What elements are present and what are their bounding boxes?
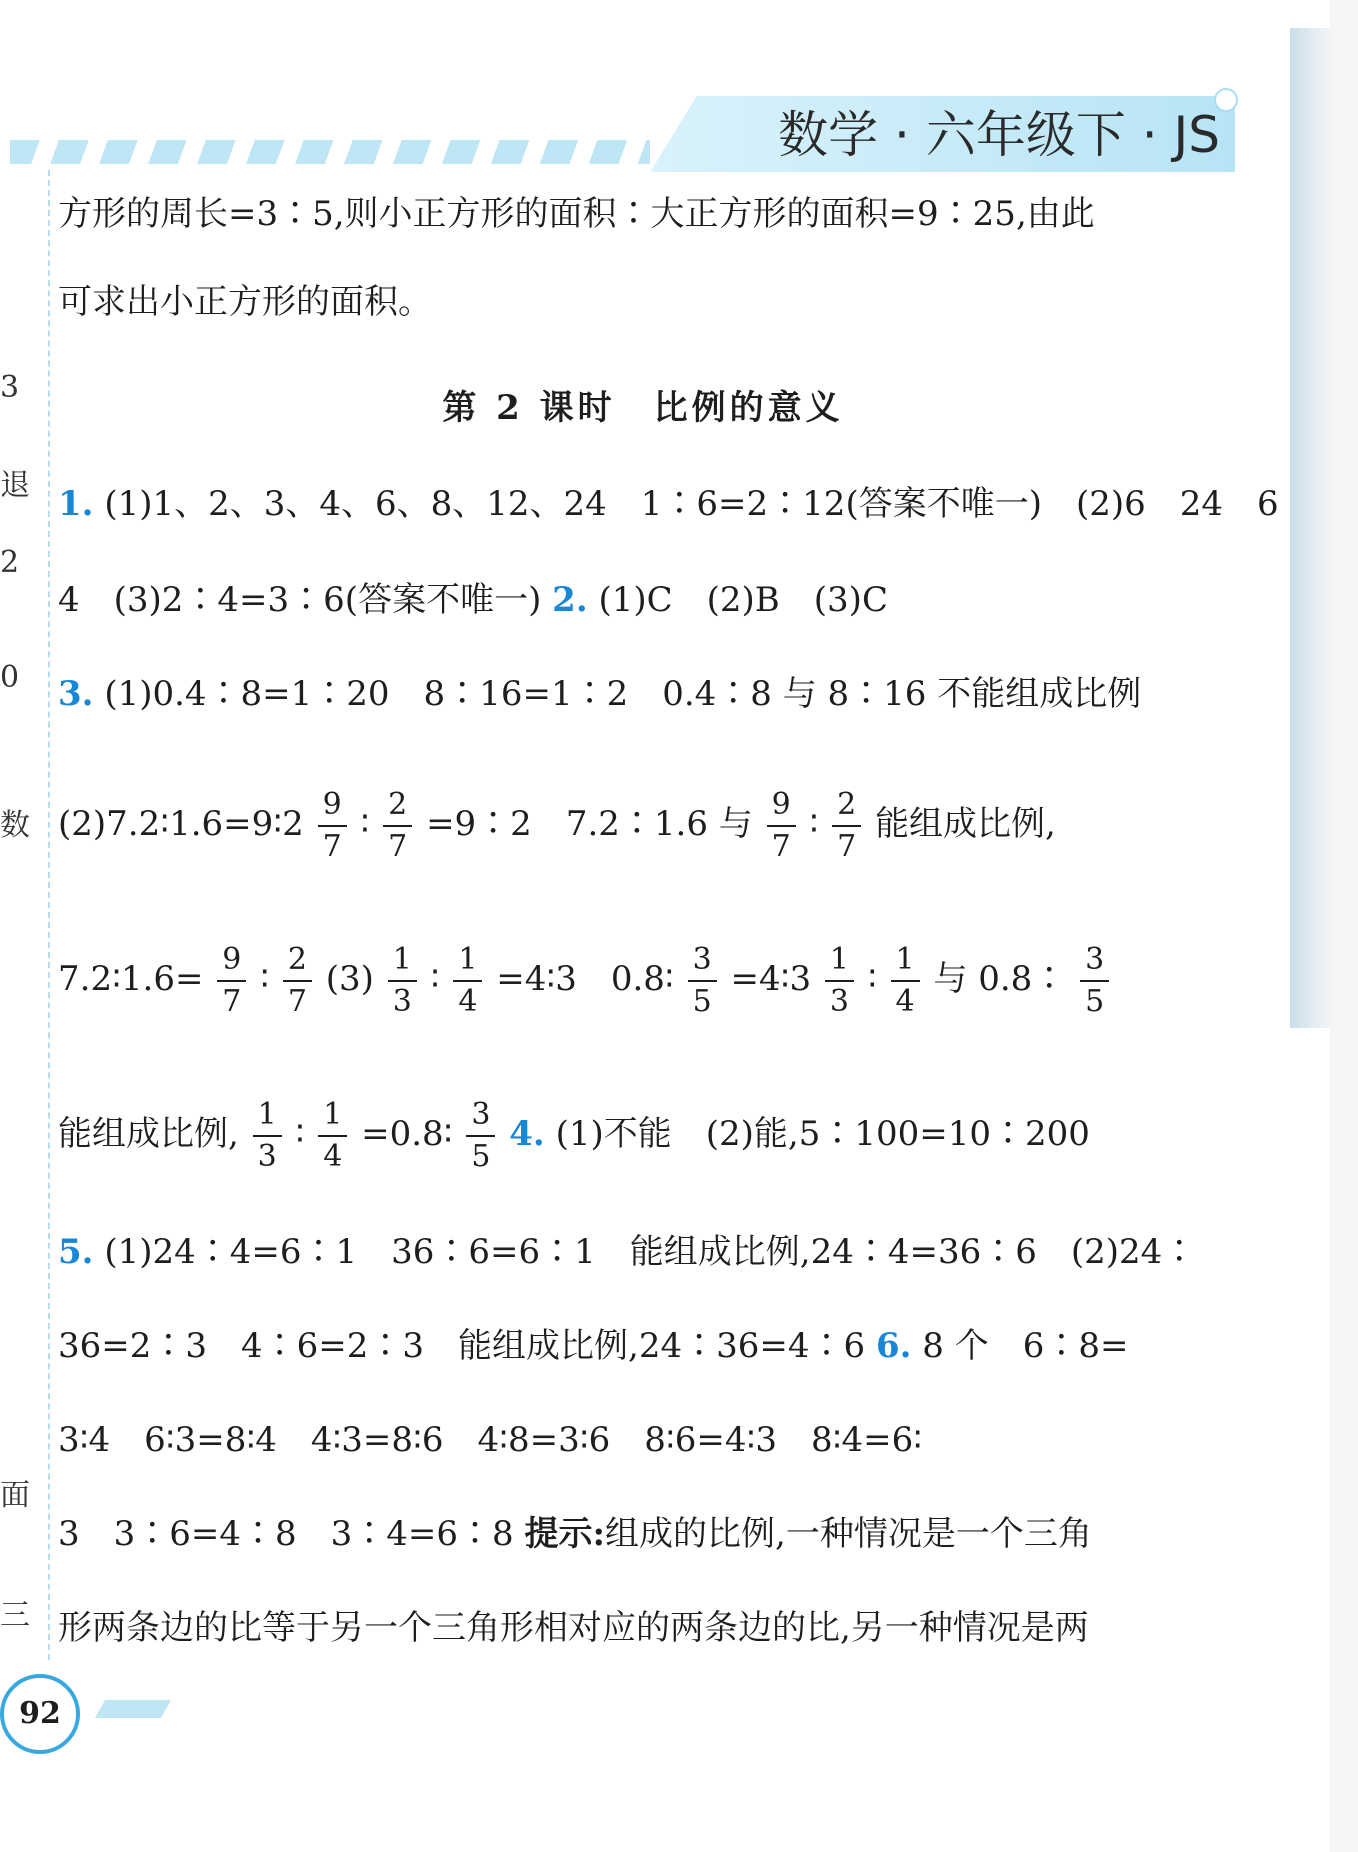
question-number: 2. bbox=[552, 580, 588, 620]
answer-line bbox=[58, 942, 1258, 1019]
fraction: $\frac{1}{4}$ bbox=[453, 945, 482, 1017]
answer-text: (1)C (2)B (3)C bbox=[598, 580, 888, 620]
header-title: 数学 · 六年级下 · JS bbox=[778, 106, 1220, 164]
answer-text: =0.8∶ bbox=[361, 1114, 453, 1154]
answer-line: 3∶4 6∶3=8∶4 4∶3=8∶6 4∶8=3∶6 8∶6=4∶3 8∶4=6∶ bbox=[58, 1420, 923, 1460]
answer-text: (3) bbox=[325, 959, 374, 999]
answer-text: (2)7.2∶1.6=9∶2 bbox=[58, 804, 304, 844]
page-number: 92 bbox=[0, 1674, 80, 1754]
fraction: $\frac{2}{7}$ bbox=[383, 790, 412, 862]
answer-line bbox=[58, 670, 1258, 718]
fraction: $\frac{3}{5}$ bbox=[1080, 945, 1109, 1017]
left-edge-char: 2 bbox=[0, 545, 20, 580]
fraction: $\frac{9}{7}$ bbox=[318, 790, 347, 862]
left-edge-char: 数 bbox=[0, 808, 30, 843]
left-edge-char: 面 bbox=[0, 1478, 30, 1513]
fraction: $\frac{1}{3}$ bbox=[388, 945, 417, 1017]
answer-text: (1)1、2、3、4、6、8、12、24 1∶6=2∶12(答案不唯一) (2)6 24 6 bbox=[104, 484, 1279, 524]
answer-text: (1)不能 (2)能,5∶100=10∶200 bbox=[555, 1114, 1090, 1154]
header-stripes bbox=[10, 140, 650, 164]
answer-text: ∶ bbox=[430, 959, 440, 999]
page-edge-shadow bbox=[1290, 28, 1336, 1028]
answer-text: ∶ bbox=[360, 804, 370, 844]
answer-text: =9∶2 7.2∶1.6 与 bbox=[426, 804, 753, 844]
answer-text: (1)0.4∶8=1∶20 8∶16=1∶2 0.4∶8 与 8∶16 不能组成比例 bbox=[104, 674, 1142, 714]
answer-line bbox=[58, 1510, 1258, 1558]
answer-text: ∶ bbox=[260, 959, 270, 999]
fraction: $\frac{9}{7}$ bbox=[217, 945, 246, 1017]
question-number: 3. bbox=[58, 674, 94, 714]
fraction: $\frac{1}{3}$ bbox=[825, 945, 854, 1017]
fraction: $\frac{2}{7}$ bbox=[283, 945, 312, 1017]
question-number: 5. bbox=[58, 1232, 94, 1272]
fraction: $\frac{3}{5}$ bbox=[466, 1100, 495, 1172]
answer-line bbox=[58, 1228, 1258, 1276]
text-line: 方形的周长=3∶5,则小正方形的面积∶大正方形的面积=9∶25,由此 bbox=[58, 194, 1095, 234]
answer-text: ∶ bbox=[295, 1114, 305, 1154]
fraction: $\frac{1}{4}$ bbox=[318, 1100, 347, 1172]
answer-line: 形两条边的比等于另一个三角形相对应的两条边的比,另一种情况是两 bbox=[58, 1608, 1089, 1648]
answer-text: 7.2∶1.6= bbox=[58, 959, 204, 999]
left-edge-char: 0 bbox=[0, 660, 20, 695]
answer-text: ∶ bbox=[867, 959, 877, 999]
answer-text: 36=2∶3 4∶6=2∶3 能组成比例,24∶36=4∶6 bbox=[58, 1326, 866, 1366]
question-number: 6. bbox=[875, 1326, 912, 1366]
answer-text: 能组成比例, bbox=[875, 804, 1056, 844]
answer-text: ∶ bbox=[809, 804, 819, 844]
fraction: $\frac{3}{5}$ bbox=[688, 945, 717, 1017]
margin-divider bbox=[48, 170, 50, 1660]
answer-text: 3 3∶6=4∶8 3∶4=6∶8 bbox=[58, 1514, 514, 1554]
answer-line bbox=[58, 576, 1258, 624]
answer-line bbox=[58, 1097, 1258, 1174]
hint-text: 组成的比例,一种情况是一个三角 bbox=[605, 1514, 1092, 1554]
fraction: $\frac{1}{3}$ bbox=[253, 1100, 282, 1172]
answer-text: (1)24∶4=6∶1 36∶6=6∶1 能组成比例,24∶4=36∶6 (2)24∶ bbox=[104, 1232, 1197, 1272]
question-number: 4. bbox=[509, 1114, 545, 1154]
answer-line bbox=[58, 787, 1258, 864]
hint-label: 提示: bbox=[524, 1514, 606, 1554]
answer-line bbox=[58, 480, 1279, 528]
answer-line bbox=[58, 1322, 1258, 1370]
fraction: $\frac{2}{7}$ bbox=[832, 790, 861, 862]
footer-stripe bbox=[95, 1700, 171, 1718]
text-line: 可求出小正方形的面积。 bbox=[58, 282, 432, 322]
answer-text: =4∶3 bbox=[730, 959, 812, 999]
left-edge-char: 退 bbox=[0, 468, 30, 503]
fraction: $\frac{1}{4}$ bbox=[891, 945, 920, 1017]
answer-text: =4∶3 0.8∶ bbox=[496, 959, 674, 999]
answer-text: 4 (3)2∶4=3∶6(答案不唯一) bbox=[58, 580, 542, 620]
fraction: $\frac{9}{7}$ bbox=[767, 790, 796, 862]
left-edge-char: 3 bbox=[0, 370, 20, 405]
answer-text: 8 个 6∶8= bbox=[922, 1326, 1129, 1366]
answer-text: 与 0.8∶ bbox=[933, 959, 1067, 999]
left-edge-char: 三 bbox=[0, 1598, 30, 1633]
question-number: 1. bbox=[58, 484, 94, 524]
section-title: 第 2 课时 比例的意义 bbox=[442, 388, 844, 428]
answer-text: 能组成比例, bbox=[58, 1114, 239, 1154]
